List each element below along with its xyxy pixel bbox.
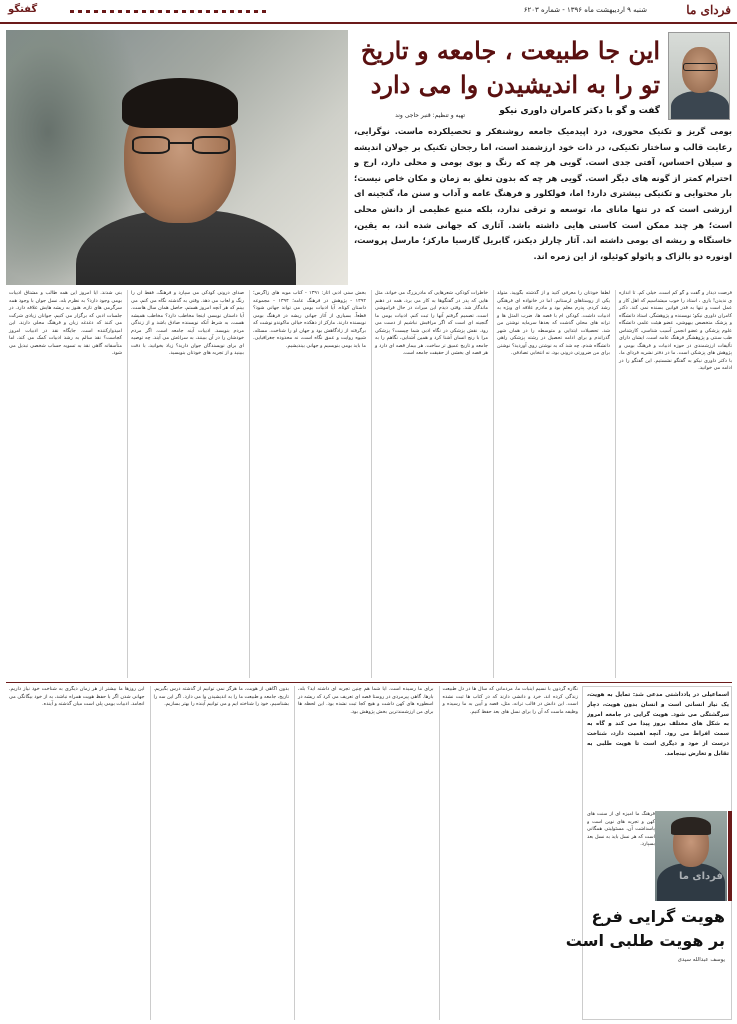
newspaper-logo: فردای ما xyxy=(686,3,731,17)
interviewee-photo xyxy=(6,30,348,285)
header-ornament xyxy=(70,10,270,13)
body-column: بخش سنی ادبی آثار: ۱۳۹۱ - کتاب مویه های زاگرس؛ ۱۳۹۲ - پژوهش در فرهنگ عامه؛ ۱۳۹۴ - مجموعه داستان کوتاه. آیا ادبیات بومی می تواند جهانی شود؟ قطعاً. بسیاری از آثار جهانی ریشه در فرهنگ بومی نویسنده دارند. مارکز از دهکده خیالی ماکوندو نوشت که برگرفته از زادگاهش بود و جهان او را شناخت. مسئله، شیوه روایت و عمق نگاه است، نه محدوده جغرافیایی. ما باید بومی بنویسیم و جهانی بیندیشیم. xyxy=(249,290,366,678)
article-lead: بومی گریز و تکنیک محوری، درد اپیدمیک جامعه روشنفکر و تحصیلکرده ماست. نوگرایی، رعایت قالب و ساختار تکنیکی، در ذات خود ارزشمند است، اما رجحان تکنیک بر جولان اندیشه و سیلان احساس، آفتی جدی است. گویی هر چه که رنگ و بوی بومی و محلی دارد، ارج و احترام کمتر از گونه های دیگر است. گویی هر چه که بدون تعلق به زمان و مکان خاص نیست؛ بار محتوایی و تکنیکی بیشتری دارد! اما، فولکلور و فرهنگ عامه و آداب و سنن ما، گنجینه ای ارزشی است که در تنها مانای ما، توسعه و ترقی ندارد، بلکه منبع عظیمی از دانش محلی است؛ هر چند ممکن است کاستی هایی داشته باشد. آثاری که جهانی شده اند، به یقین، خاستگاه و ریشه ای بومی داشته اند. آثار چارلز دیکنز، گابریل گارسیا مارکز؛ مارسل پروست، اونوره دو بالزاک و پائولو کوئیلو، از این زمره اند. xyxy=(354,126,732,261)
article-body-columns xyxy=(6,290,732,678)
body-column: نگاره گردون با نسیم اینبات ما، مردمانی که سال ها در دل طبیعت زندگی کرده اند، خرد و دانشی دارند که در کتاب ها ثبت نشده است. این دانش در قالب ترانه، مثل، قصه و آیین به ما رسیده و وظیفه ماست که آن را برای نسل های بعد حفظ کنیم. xyxy=(439,686,579,1020)
body-column: بنی شدند. آیا امروز این همه طالب و مشتاق ادبیات بومی وجود دارد؟ به نظرم بله، نسل جوان با وجود همه سرگرمی های تازه، هنوز به ریشه هایش علاقه دارد. در جلسات ادبی که برگزار می کنیم، جوانان زیادی شرکت می کنند که دغدغه زبان و فرهنگ محلی دارند. این امیدوارکننده است. جایگاه نقد در ادبیات امروز کجاست؟ نقد سالم به رشد ادبیات کمک می کند، اما متأسفانه گاهی نقد به تسویه حساب شخصی تبدیل می شود. xyxy=(9,290,122,356)
body-column: این روزها ما بیشتر از هر زمان دیگری به شناخت خود نیاز داریم. جهانی شدن اگر با حفظ هویت همراه نباشد، به از خود بیگانگی می انجامد. ادبیات بومی پلی است میان گذشته و آینده. xyxy=(9,686,145,707)
second-article-lead: اسماعیلی در یادداشتی مدعی شد: تمایل به هویت، یک نیاز انسانی است و انسان بدون هویت، دچار سرگشتگی می شود. هویت گرایی در جامعه امروز به شکل های مختلف بروز پیدا می کند و گاه به سمت افراط می رود. آنچه اهمیت دارد، شناخت درست از خود و دیگری است تا هویت طلبی به تقابل و تعارض نینجامد. xyxy=(587,692,729,757)
photo-glasses xyxy=(132,136,230,158)
second-headline-line-1: هویت گرایی فرع xyxy=(591,907,725,926)
second-headline-line-2: بر هویت طلبی است xyxy=(565,931,725,950)
photo-watermark: فردای ما xyxy=(679,871,723,882)
second-article-columns xyxy=(6,686,578,1020)
body-column: برای ما رسیده است. آیا شما هم چنین تجربه ای داشته اید؟ بله، بارها. گاهی پیرمردی در روستا قصه ای تعریف می کرد که ریشه در اسطوره های کهن داشت و هیچ کجا ثبت نشده بود. این لحظه ها برای من ارزشمندترین بخش پژوهش بود. xyxy=(294,686,434,1020)
second-article-side-text: فرهنگ ما آمیزه ای از سنت های کهن و تجربه های نوین است و پاسداشت آن، مسئولیتی همگانی است که هر نسل باید به نسل بعد بسپارد. xyxy=(587,811,655,847)
section-name: گفتگو xyxy=(8,4,38,15)
photo-hair xyxy=(122,78,238,128)
second-article-author: یوسف عبدالله سیدی xyxy=(677,957,725,963)
body-column: صدای درونی کودکی می سپارد و فرهنگ، فقط آن را رنگ و لعاب می دهد. وقتی به گذشته نگاه می کنم، می بینم که هر آنچه امروز هستم، حاصل همان سال هاست. آیا داستان نویسی اینجا مخاطب دارد؟ مخاطب همیشه هست، به شرط آنکه نویسنده صادق باشد و از زندگی مردم بنویسد. ادبیات آینه جامعه است. اگر مردم خودشان را در آن ببینند، به سراغش می آیند. چه توصیه ای برای نویسندگان جوان دارید؟ زیاد بخوانید، با دقت ببینید و از تجربه های خودتان بنویسید. xyxy=(127,290,244,678)
subheadline: گفت و گو با دکتر کامران داوری نیکو xyxy=(499,106,660,116)
section-divider xyxy=(6,682,732,683)
byline: تهیه و تنظیم: قنبر حاجی وند xyxy=(395,112,465,119)
second-article-box xyxy=(565,686,732,1020)
page-header xyxy=(0,0,737,24)
second-author-photo xyxy=(655,811,727,901)
body-column: فرصت دیدار و گفت و گو کم است، خیلی کم. تا اندازه ی ندیدن! باری ، استاد را خوب میشناسیم که اهل کار و عمل است و تنها به قدر قوانین بسنده نمی کند. دکتر کامران داوری نیکو؛ نویسنده و پژوهشگر، استاد دانشگاه و پزشک متخصص بیهوشی، عضو هیئت علمی دانشگاه علوم پزشکی و عضو انجمن آسیب شناسی، کارشناس طب سنتی و پژوهشگر فرهنگ عامه است. ایشان دارای تألیفات ارزشمندی در حوزه ادبیات و فرهنگ بومی و پژوهش های پزشکی است. ما در دفتر نشریه فردای ما، با دکتر داوری نیکو به گفتگو نشستیم. این گفتگو را در ادامه می خوانید. xyxy=(615,290,732,678)
accent-bar xyxy=(728,811,732,901)
author-portrait xyxy=(668,32,730,120)
headline-line-1: این جا طبیعت ، جامعه و تاریخ xyxy=(360,36,660,65)
body-column: بدون آگاهی از هویت، ما هرگز نمی توانیم از گذشته درس بگیریم. تاریخ، جامعه و طبیعت ما را به اندیشیدن وا می دارد. اگر این سه را بشناسیم، خود را شناخته ایم و می توانیم آینده را بهتر بسازیم. xyxy=(150,686,290,1020)
body-column: خاطرات کودکی، شعرهایی که مادربزرگ می خواند، مثل هایی که پدر در گفتگوها به کار می برد، همه در ذهنم ماندگار شد. وقتی دیدم این میراث در حال فراموشی است، تصمیم گرفتم آنها را ثبت کنم. ادبیات بومی ما گنجینه ای است که اگر مراقبش نباشیم از دست می رود. نقش پزشکی در نگاه ادبی شما چیست؟ پزشکی مرا با رنج انسان آشنا کرد و همین آشنایی، نگاهم را به جامعه و تاریخ عمیق تر ساخت. هر بیمار قصه ای دارد و هر قصه ای بخشی از حقیقت جامعه است. xyxy=(371,290,488,678)
body-column: لطفاً خودتان را معرفی کنید و از گذشته بگویید. متولد یکی از روستاهای لرستانم. اما در خانواده ای فرهنگی رشد کردم. پدرم معلم بود و مادرم علاقه ای ویژه به ادبیات داشت. کودکی ام با قصه ها، ضرب المثل ها و ترانه های محلی گذشت که بعدها سرمایه نوشتن من شد. تحصیلات ابتدایی و متوسطه را در همان شهر گذراندم و برای ادامه تحصیل در رشته پزشکی راهی دانشگاه شدم. چه شد که به نوشتن روی آوردید؟ نوشتن برای من ضرورتی درونی بود، نه انتخابی تصادفی. xyxy=(493,290,610,678)
issue-info: شنبه ۹ اردیبهشت ماه ۱۳۹۶ - شماره ۶۲۰۳ xyxy=(523,6,647,14)
headline-line-2: تو را به اندیشیدن وا می دارد xyxy=(370,70,660,99)
